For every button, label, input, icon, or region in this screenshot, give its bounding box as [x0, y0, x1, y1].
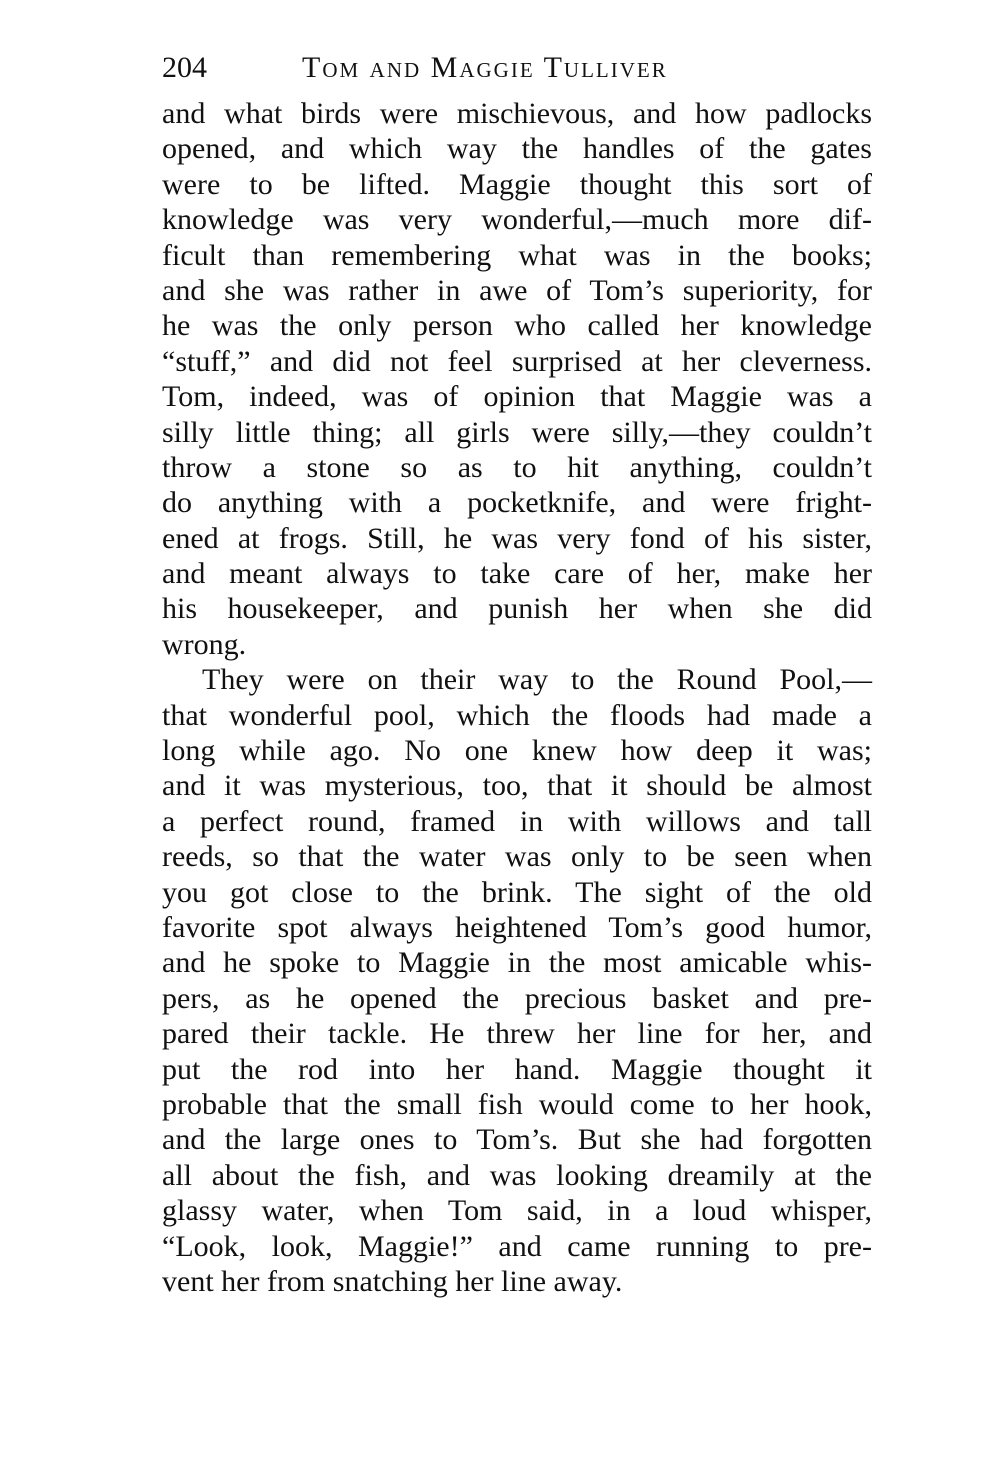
text-line: and it was mysterious, too, that it should be almost — [162, 769, 872, 803]
text-line: that wonderful pool, which the floods had made a — [162, 698, 872, 732]
page-number: 204 — [162, 51, 207, 84]
text-line: his housekeeper, and punish her when she did — [162, 592, 872, 626]
text-line: They were on their way to the Round Pool,— — [202, 663, 872, 697]
text-line: glassy water, when Tom said, in a loud whisper, — [162, 1194, 872, 1228]
text-line: and she was rather in awe of Tom’s superiority, for — [162, 273, 872, 307]
running-title: Tom and Maggie Tulliver — [302, 51, 668, 84]
text-line: vent her from snatching her line away. — [162, 1264, 623, 1298]
text-line: knowledge was very wonderful,—much more dif- — [162, 203, 872, 237]
text-line: favorite spot always heightened Tom’s good humor, — [162, 910, 872, 944]
text-line: “stuff,” and did not feel surprised at her cleverness. — [162, 344, 872, 378]
paragraph — [162, 662, 872, 1299]
running-head — [162, 40, 872, 96]
body-text — [162, 96, 872, 1299]
text-line: you got close to the brink. The sight of the old — [162, 875, 872, 909]
text-line: all about the fish, and was looking dreamily at the — [162, 1158, 872, 1192]
book-page — [162, 40, 872, 1299]
text-line: “Look, look, Maggie!” and came running to pre- — [162, 1229, 872, 1263]
text-line: and he spoke to Maggie in the most amicable whis- — [162, 946, 872, 980]
text-line: a perfect round, framed in with willows and tall — [162, 804, 872, 838]
text-line: he was the only person who called her knowledge — [162, 309, 872, 343]
text-line: pared their tackle. He threw her line for her, and — [162, 1017, 872, 1051]
text-line: were to be lifted. Maggie thought this sort of — [162, 167, 872, 201]
text-line: ficult than remembering what was in the books; — [162, 238, 872, 272]
paragraph — [162, 96, 872, 662]
text-line: ened at frogs. Still, he was very fond of his sister, — [162, 521, 872, 555]
text-line: probable that the small fish would come to her hook, — [162, 1087, 872, 1121]
text-line: long while ago. No one knew how deep it was; — [162, 734, 872, 768]
text-line: wrong. — [162, 627, 247, 661]
text-line: opened, and which way the handles of the gates — [162, 132, 872, 166]
text-line: and meant always to take care of her, make her — [162, 557, 872, 591]
text-line: put the rod into her hand. Maggie thought it — [162, 1052, 872, 1086]
text-line: pers, as he opened the precious basket and pre- — [162, 981, 872, 1015]
text-line: and what birds were mischievous, and how padlocks — [162, 97, 872, 130]
text-line: do anything with a pocketknife, and were fright- — [162, 486, 872, 520]
text-line: silly little thing; all girls were silly,—they couldn’t — [162, 415, 872, 449]
text-line: and the large ones to Tom’s. But she had forgotten — [162, 1123, 872, 1157]
text-line: reeds, so that the water was only to be seen when — [162, 840, 872, 874]
text-line: Tom, indeed, was of opinion that Maggie was a — [162, 380, 872, 414]
text-line: throw a stone so as to hit anything, couldn’t — [162, 450, 872, 484]
